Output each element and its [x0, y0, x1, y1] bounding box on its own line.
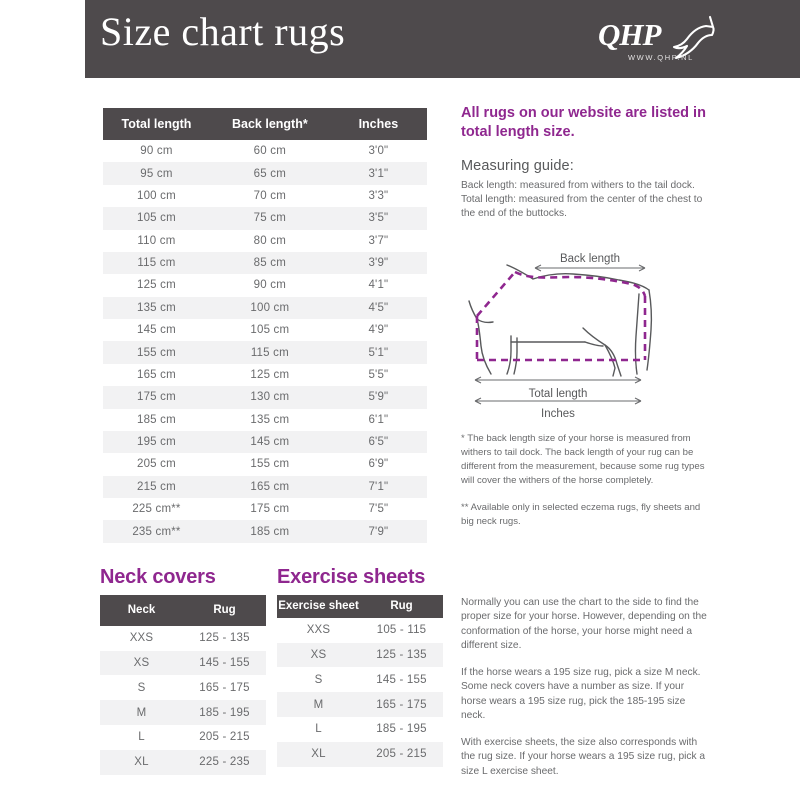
table-cell: 115 cm	[137, 257, 176, 270]
table-cell: S	[314, 673, 323, 686]
table-row	[103, 162, 427, 184]
column-header-inches: Inches	[330, 108, 427, 140]
table-row	[103, 431, 427, 453]
table-cell: 145 cm	[136, 324, 176, 337]
table-header-row	[103, 108, 427, 140]
table-row	[103, 476, 427, 498]
table-cell: 175 cm	[136, 391, 176, 404]
table-cell: 125 - 135	[376, 649, 427, 662]
diagram-label-back-length: Back length	[559, 253, 621, 265]
table-row	[100, 675, 266, 700]
table-cell: 145 cm	[250, 436, 290, 449]
neck-covers-section	[100, 566, 266, 775]
table-cell: 105 cm	[136, 212, 176, 225]
table-cell: 6'1"	[368, 413, 389, 426]
table-row	[103, 364, 427, 386]
table-cell: M	[313, 698, 324, 711]
lead-statement: All rugs on our website are listed in total length size.	[461, 105, 706, 141]
exercise-sheets-table	[277, 595, 443, 767]
table-cell: 235 cm**	[132, 525, 181, 538]
neck-covers-table	[100, 595, 266, 775]
table-cell: 75 cm	[253, 212, 286, 225]
column-header-neck: Neck	[100, 595, 183, 626]
table-row	[103, 230, 427, 252]
table-cell: XS	[310, 649, 327, 662]
table-cell: 95 cm	[140, 167, 173, 180]
table-cell: 90 cm	[140, 145, 173, 158]
table-cell: XL	[134, 756, 149, 769]
table-cell: 80 cm	[253, 234, 286, 247]
footnote-double-star: ** Available only in selected eczema rugs, fly sheets and big neck rugs.	[461, 501, 701, 527]
table-cell: 205 cm	[136, 458, 176, 471]
table-row	[100, 651, 266, 676]
table-cell: 70 cm	[253, 189, 286, 202]
table-cell: 225 cm**	[132, 503, 181, 516]
table-row	[103, 341, 427, 363]
table-cell: 3'1"	[368, 167, 389, 180]
table-cell: XL	[311, 748, 326, 761]
measuring-guide-heading: Measuring guide:	[461, 158, 574, 175]
table-cell: 100 cm	[136, 189, 176, 202]
column-header-rug: Rug	[360, 595, 443, 618]
table-cell: 85 cm	[253, 257, 286, 270]
table-cell: M	[136, 706, 147, 719]
table-cell: 3'7"	[368, 234, 389, 247]
footnote-single-star: * The back length size of your horse is measured from withers to tail dock. The back length of your rug can be different from the measurement, because some rug types will cover the withers of the horse completely.	[461, 433, 705, 486]
table-header-row	[277, 595, 443, 618]
table-cell: 4'1"	[368, 279, 389, 292]
table-cell: 135 cm	[136, 301, 176, 314]
column-header-back-length: Back length*	[210, 108, 330, 140]
table-row	[100, 626, 266, 651]
table-cell: 3'0"	[368, 145, 389, 158]
table-cell: 130 cm	[250, 391, 290, 404]
table-row	[103, 252, 427, 274]
table-cell: 185 cm	[250, 525, 290, 538]
neck-covers-body	[100, 626, 266, 775]
table-cell: XS	[133, 657, 150, 670]
table-cell: 165 - 175	[199, 681, 250, 694]
rug-outline	[477, 272, 645, 360]
table-cell: 110 cm	[137, 234, 176, 247]
neck-covers-title: Neck covers	[100, 566, 216, 588]
table-cell: 145 - 155	[199, 657, 250, 670]
table-cell: L	[315, 723, 322, 736]
table-row	[103, 409, 427, 431]
table-row	[100, 700, 266, 725]
measuring-guide-body: Back length: measured from withers to the tail dock. Total length: measured from the center of the chest to the end of the buttocks.	[461, 180, 703, 220]
sizing-advice-paragraph-1: Normally you can use the chart to the side to find the proper size for your horse. However, depending on the conformation of the horse, your horse might need a different size.	[461, 597, 707, 652]
table-cell: 165 - 175	[376, 698, 427, 711]
sizing-advice-block	[461, 596, 711, 791]
table-cell: 105 - 115	[376, 624, 427, 637]
table-cell: 185 cm	[136, 413, 176, 426]
exercise-sheets-section	[277, 566, 443, 767]
table-cell: 135 cm	[250, 413, 290, 426]
table-cell: 125 cm	[250, 368, 290, 381]
table-cell: 5'9"	[368, 391, 389, 404]
table-cell: 3'9"	[368, 257, 389, 270]
table-row	[277, 643, 443, 668]
exercise-sheets-title: Exercise sheets	[277, 566, 426, 588]
table-cell: 65 cm	[253, 167, 286, 180]
table-row	[277, 692, 443, 717]
column-header-rug: Rug	[183, 595, 266, 626]
table-cell: 4'9"	[368, 324, 389, 337]
table-cell: 195 cm	[136, 436, 176, 449]
exercise-sheets-body	[277, 618, 443, 767]
table-cell: L	[138, 731, 145, 744]
table-cell: S	[137, 681, 146, 694]
table-cell: 125 - 135	[199, 632, 250, 645]
column-header-exercise-sheet: Exercise sheet	[277, 595, 360, 618]
table-row	[103, 319, 427, 341]
back-length-arrow	[535, 265, 645, 271]
table-cell: 175 cm	[250, 503, 290, 516]
table-cell: 205 - 215	[376, 748, 427, 761]
sizing-advice-paragraph-2: If the horse wears a 195 size rug, pick a size M neck. Some neck covers have a number as size. If your horse wears a 195 size rug, pick the 185-195 size neck.	[461, 666, 701, 722]
table-cell: 125 cm	[136, 279, 176, 292]
table-header-row	[100, 595, 266, 626]
table-cell: 5'5"	[368, 368, 389, 381]
table-cell: 215 cm	[136, 480, 176, 493]
diagram-label-total-length: Total length	[528, 388, 588, 400]
table-cell: 115 cm	[250, 346, 289, 359]
table-row	[277, 667, 443, 692]
table-row	[103, 386, 427, 408]
table-row	[100, 750, 266, 775]
table-cell: 60 cm	[253, 145, 286, 158]
table-row	[103, 207, 427, 229]
table-row	[277, 717, 443, 742]
table-row	[103, 274, 427, 296]
table-cell: 155 cm	[250, 458, 290, 471]
table-cell: 4'5"	[368, 301, 389, 314]
table-cell: 185 - 195	[376, 723, 427, 736]
table-cell: 105 cm	[250, 324, 290, 337]
table-cell: 155 cm	[136, 346, 176, 359]
table-cell: 7'5"	[368, 503, 389, 516]
table-cell: XXS	[306, 624, 331, 637]
logo-wordmark: QHP	[598, 17, 661, 52]
horse-measurement-diagram	[455, 246, 707, 422]
total-length-arrow	[475, 377, 641, 383]
table-cell: 225 - 235	[199, 756, 250, 769]
table-cell: 145 - 155	[376, 673, 427, 686]
diagram-label-inches: Inches	[541, 408, 575, 420]
main-size-table	[103, 108, 427, 543]
right-info-column	[461, 104, 709, 221]
table-row	[103, 453, 427, 475]
footnotes-block	[461, 432, 709, 541]
table-cell: 205 - 215	[199, 731, 250, 744]
table-row	[277, 618, 443, 643]
table-row	[103, 520, 427, 542]
table-cell: 3'3"	[368, 189, 389, 202]
table-cell: 100 cm	[250, 301, 290, 314]
table-row	[103, 498, 427, 520]
table-cell: XXS	[129, 632, 154, 645]
table-cell: 7'1"	[368, 480, 389, 493]
page-title: Size chart rugs	[100, 9, 346, 54]
qhp-logo	[598, 13, 758, 69]
table-cell: 165 cm	[250, 480, 290, 493]
sizing-advice-paragraph-3: With exercise sheets, the size also corresponds with the rug size. If your horse wears a 195 size rug, pick a size L exercise sheet.	[461, 736, 706, 777]
table-cell: 185 - 195	[199, 706, 250, 719]
table-cell: 165 cm	[136, 368, 176, 381]
main-table-body	[103, 140, 427, 543]
table-cell: 5'1"	[368, 346, 389, 359]
table-cell: 3'5"	[368, 212, 389, 225]
table-row	[103, 140, 427, 162]
table-row	[103, 297, 427, 319]
table-row	[277, 742, 443, 767]
table-cell: 6'9"	[368, 458, 389, 471]
table-cell: 90 cm	[253, 279, 286, 292]
logo-url: WWW.QHP.NL	[628, 53, 694, 62]
table-row	[100, 725, 266, 750]
table-row	[103, 185, 427, 207]
table-cell: 7'9"	[368, 525, 389, 538]
column-header-total-length: Total length	[103, 108, 210, 140]
table-cell: 6'5"	[368, 436, 389, 449]
page-header-banner	[85, 0, 800, 78]
